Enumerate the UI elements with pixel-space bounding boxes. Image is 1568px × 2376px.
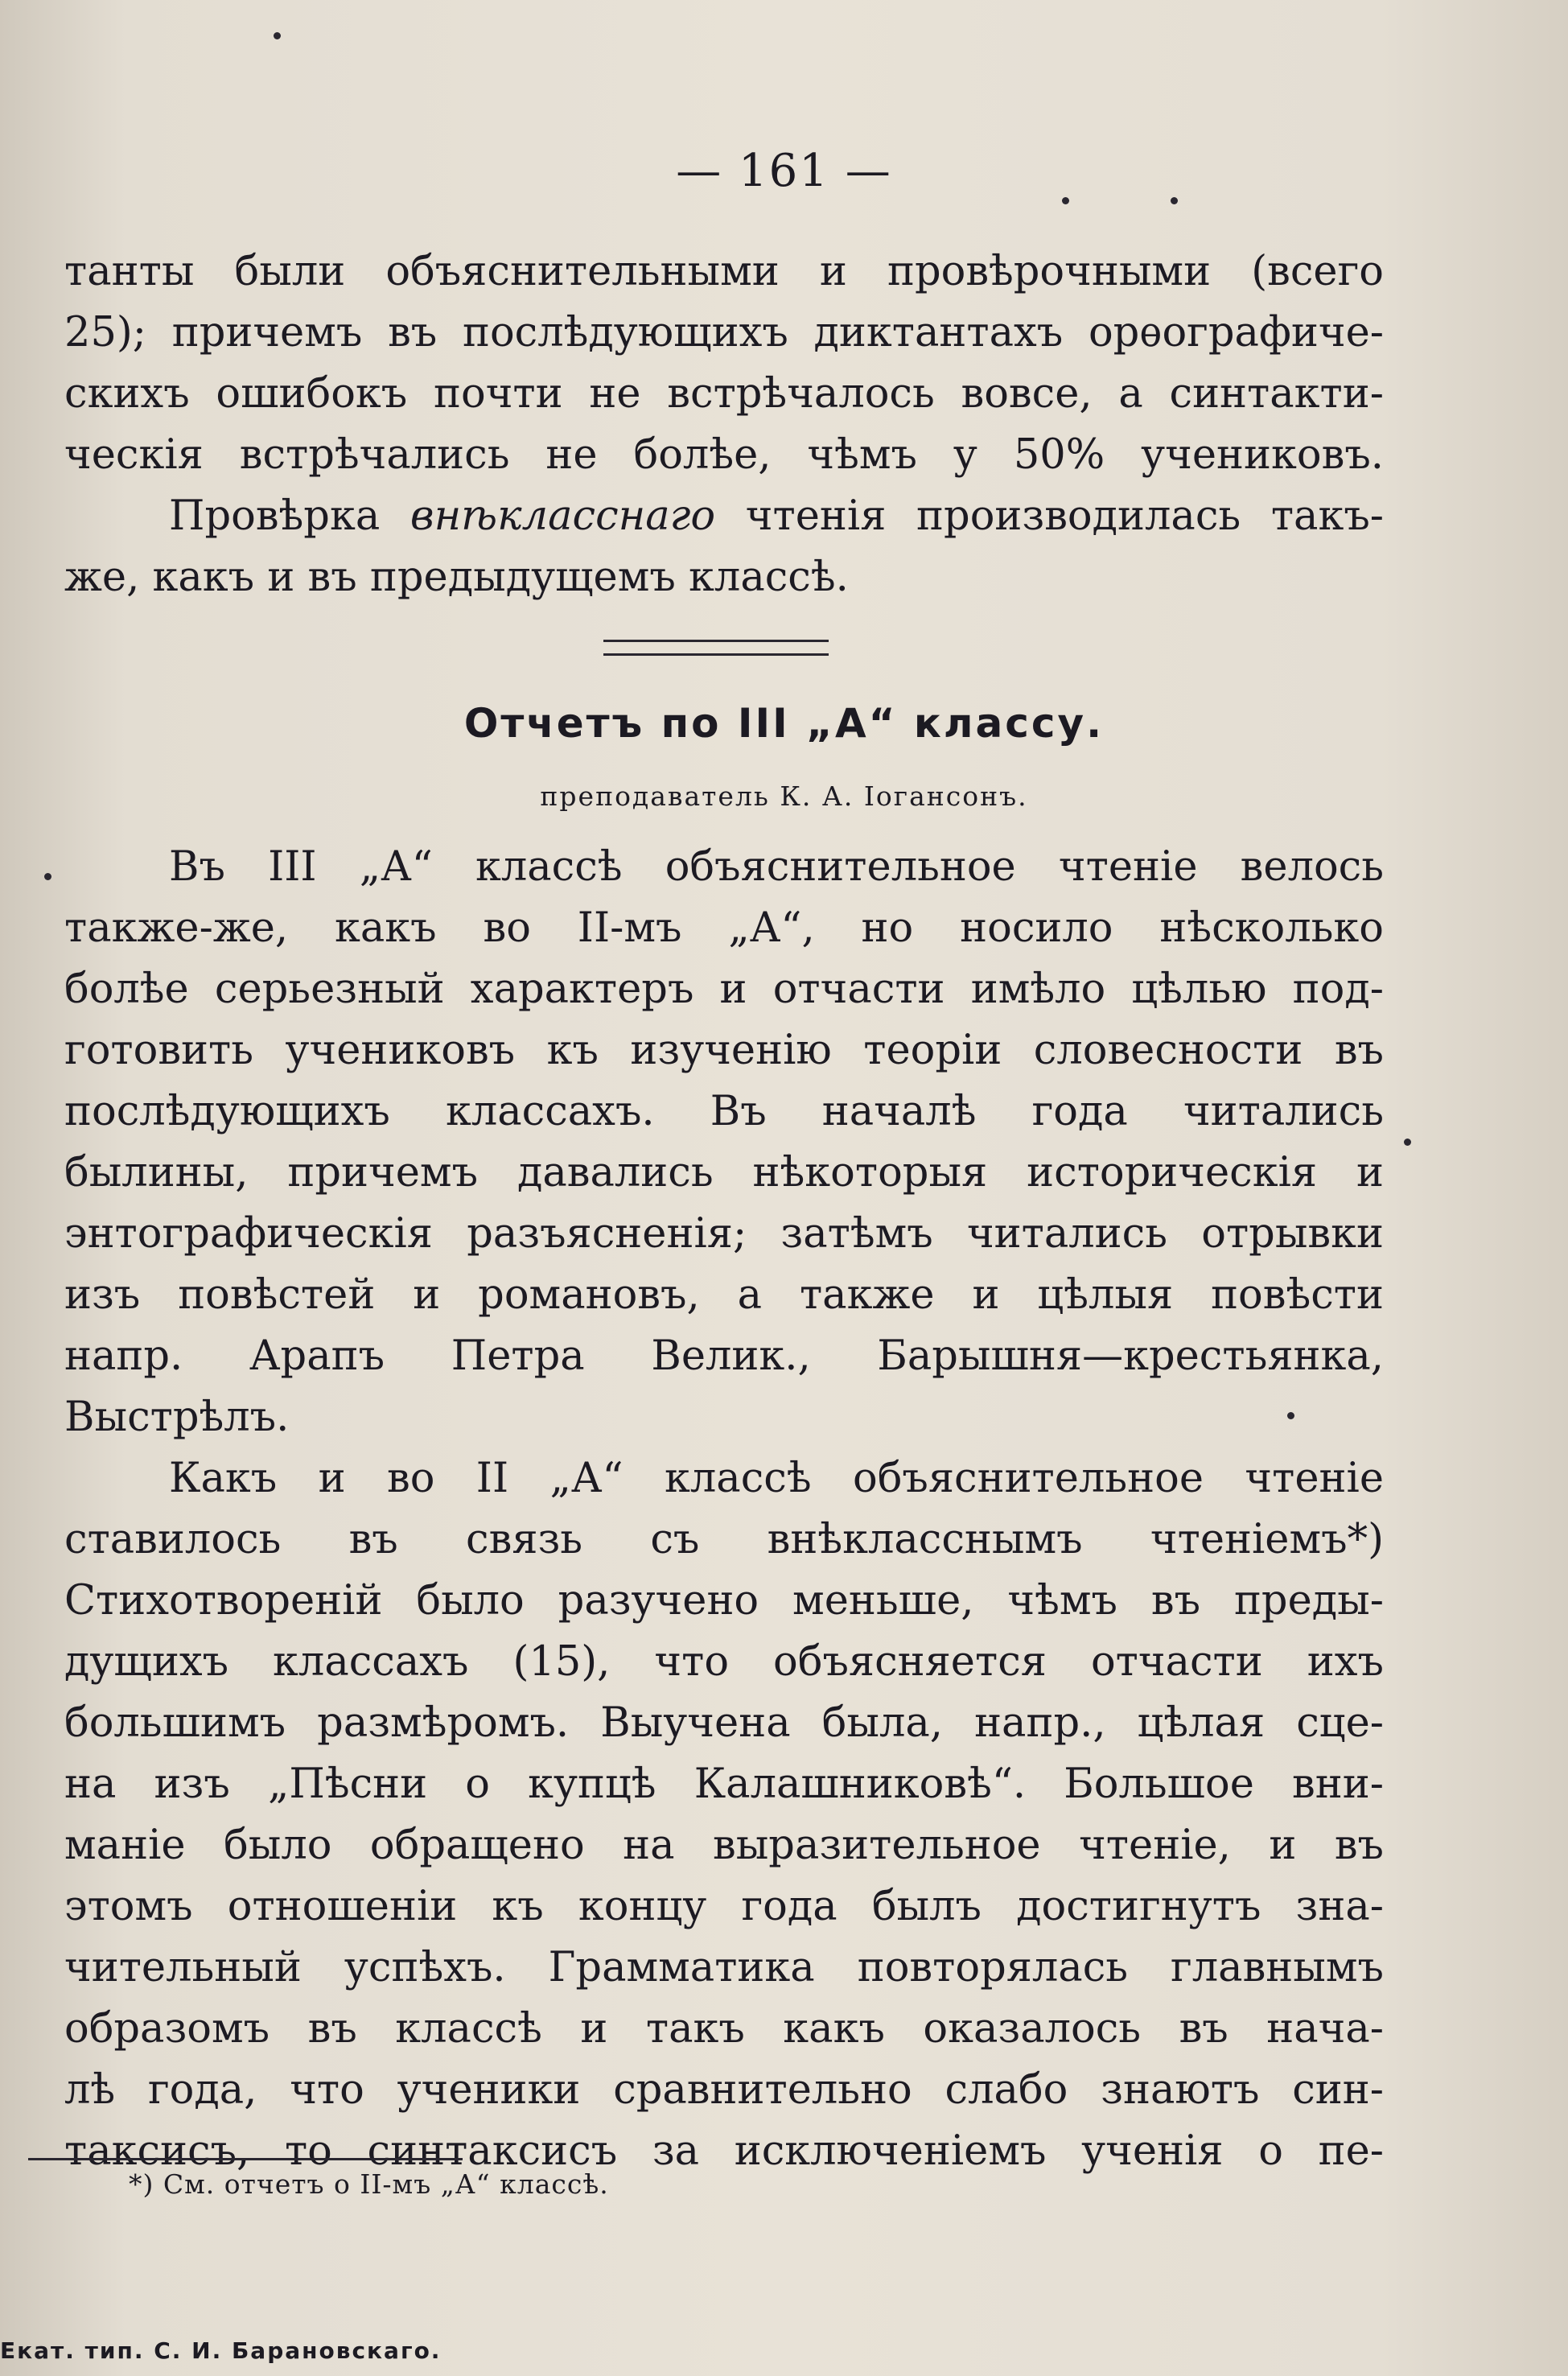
text-line: болѣе серьезный характеръ и отчасти имѣло цѣлью под-: [64, 966, 1384, 1013]
page-number: — 161 —: [676, 145, 892, 197]
footnote: *) См. отчетъ о II-мъ „А“ классѣ.: [129, 2168, 609, 2200]
main-text-block: [64, 837, 1384, 2182]
print-speck: [274, 32, 281, 39]
text-line: маніе было обращено на выразительное чтеніе, и въ: [64, 1822, 1384, 1869]
text-line: готовить учениковъ къ изученію теоріи словесности въ: [64, 1027, 1384, 1074]
text-line: 25); причемъ въ послѣдующихъ диктантахъ орѳографиче-: [64, 309, 1384, 356]
text-line: скихъ ошибокъ почти не встрѣчалось вовсе, а синтакти-: [64, 370, 1384, 418]
section-title: Отчетъ по III „А“ классу.: [463, 700, 1105, 747]
text-line: Въ III „А“ классѣ объяснительное чтеніе велось: [169, 843, 1384, 891]
text-line: чительный успѣхъ. Грамматика повторялась главнымъ: [64, 1944, 1384, 1991]
text-line: образомъ въ классѣ и такъ какъ оказалось въ нача-: [64, 2005, 1384, 2053]
text-line: на изъ „Пѣсни о купцѣ Калашниковѣ“. Большое вни-: [64, 1760, 1384, 1808]
text-line: ставилось въ связь съ внѣкласснымъ чтеніемъ*): [64, 1516, 1384, 1563]
text-line: Какъ и во II „А“ классѣ объяснительное чтеніе: [169, 1455, 1384, 1502]
print-speck: [1062, 197, 1069, 204]
text-line: таксисъ, то синтаксисъ за исключеніемъ ученія о пе-: [64, 2127, 1384, 2175]
text-line: изъ повѣстей и романовъ, а также и цѣлыя повѣсти: [64, 1271, 1384, 1319]
print-speck: [1404, 1139, 1411, 1146]
reading-paragraph-line-2: же, какъ и въ предыдущемъ классѣ.: [64, 554, 849, 601]
text-line: ческія встрѣчались не болѣе, чѣмъ у 50% учениковъ.: [64, 431, 1384, 479]
text-line: энтографическія разъясненія; затѣмъ читались отрывки: [64, 1210, 1384, 1258]
text-line: этомъ отношеніи къ концу года былъ достигнутъ зна-: [64, 1883, 1384, 1930]
reading-text-after: чтенія производилась такъ-: [715, 492, 1385, 540]
printer-imprint: Екат. тип. С. И. Барановскаго.: [0, 2337, 442, 2364]
print-speck: [1171, 197, 1178, 204]
print-speck: [44, 873, 51, 880]
text-line: послѣдующихъ классахъ. Въ началѣ года читались: [64, 1088, 1384, 1135]
reading-text-italic: внѣкласснаго: [409, 492, 716, 540]
text-line: Выстрѣлъ.: [64, 1394, 290, 1441]
text-line: лѣ года, что ученики сравнительно слабо знаютъ син-: [64, 2066, 1384, 2114]
text-line: Стихотвореній было разучено меньше, чѣмъ въ преды-: [64, 1577, 1384, 1624]
text-line: большимъ размѣромъ. Выучена была, напр., цѣлая сце-: [64, 1699, 1384, 1747]
section-divider: [603, 640, 829, 656]
footnote-rule: [28, 2158, 463, 2160]
print-speck: [1287, 1412, 1294, 1419]
text-line: дущихъ классахъ (15), что объясняется отчасти ихъ: [64, 1638, 1384, 1686]
teacher-line: преподаватель К. А. Іогансонъ.: [540, 780, 1028, 812]
reading-text-before: Провѣрка: [169, 492, 410, 540]
text-line: танты были объяснительными и провѣрочными (всего: [64, 248, 1384, 295]
text-line: напр. Арапъ Петра Велик., Барышня—крестьянка,: [64, 1332, 1384, 1380]
top-text-block: [64, 241, 1384, 608]
text-line: былины, причемъ давались нѣкоторыя историческія и: [64, 1149, 1384, 1196]
text-line: также-же, какъ во II-мъ „А“, но носило нѣсколько: [64, 904, 1384, 952]
reading-paragraph-line-1: [64, 486, 1384, 547]
